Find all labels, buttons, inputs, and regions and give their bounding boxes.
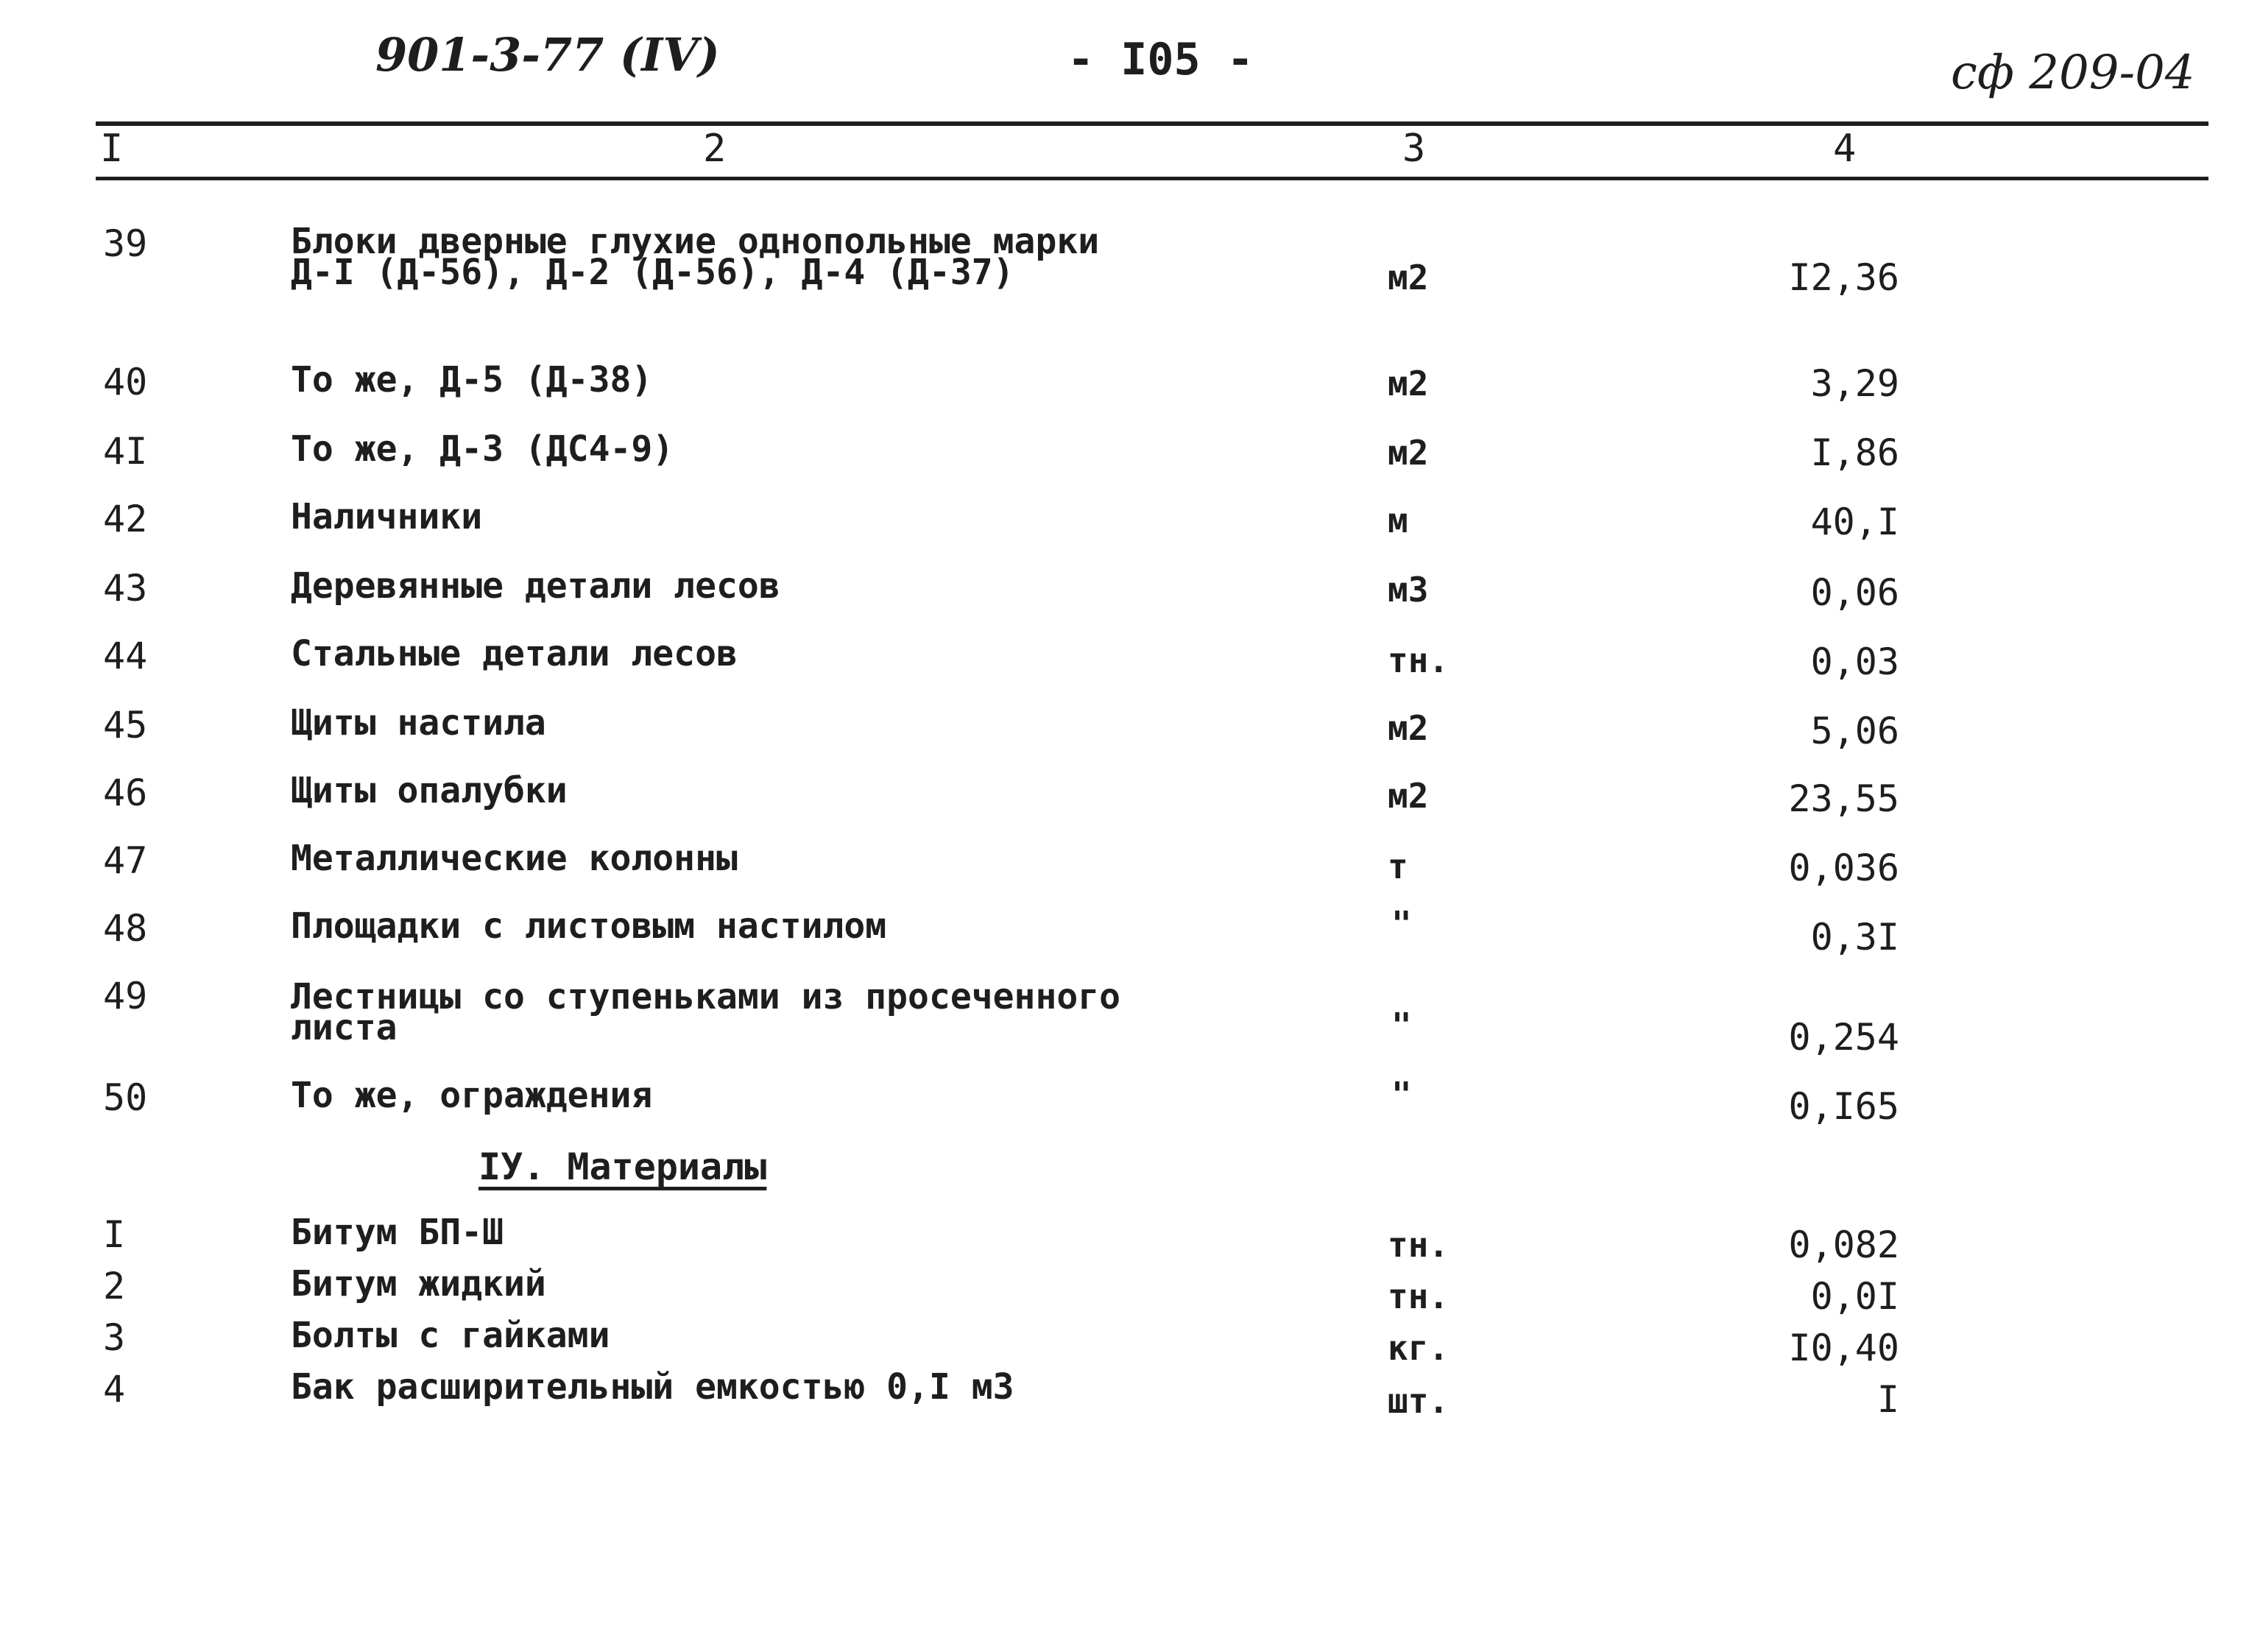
- row-number: 43: [103, 567, 148, 610]
- page-number: - I05 -: [1067, 34, 1254, 85]
- material-description: Болты с гайками: [291, 1315, 610, 1356]
- row-description: То же, ограждения: [291, 1075, 653, 1116]
- row-description: Площадки с листовым настилом: [291, 906, 887, 947]
- row-unit: м2: [1388, 433, 1429, 473]
- row-number: 42: [103, 498, 148, 540]
- header-bottom-rule: [96, 177, 2208, 180]
- row-value: 5,06: [1810, 710, 1899, 752]
- row-description: Стальные детали лесов: [291, 633, 738, 674]
- row-description: То же, Д-3 (ДС4-9): [291, 428, 674, 470]
- material-unit: кг.: [1388, 1328, 1449, 1368]
- row-description: Наличники: [291, 496, 483, 537]
- row-number: 39: [103, 222, 148, 265]
- column-header-4: 4: [1833, 127, 1857, 171]
- row-number: 40: [103, 361, 148, 403]
- row-unit: ": [1391, 904, 1412, 944]
- material-unit: тн.: [1388, 1277, 1449, 1316]
- row-value: I2,36: [1788, 256, 1899, 299]
- row-number: 4I: [103, 430, 148, 473]
- row-unit: т: [1388, 847, 1408, 886]
- row-description: Деревянные детали лесов: [291, 565, 780, 607]
- row-value: 40,I: [1810, 501, 1899, 543]
- material-value: 0,0I: [1810, 1275, 1899, 1318]
- material-number: 3: [103, 1316, 126, 1359]
- row-number: 49: [103, 975, 148, 1017]
- row-unit: м2: [1388, 776, 1429, 816]
- row-value: 0,06: [1810, 571, 1899, 614]
- row-value: 0,254: [1788, 1016, 1899, 1059]
- material-unit: шт.: [1388, 1381, 1449, 1421]
- row-description-cont: Д-I (Д-56), Д-2 (Д-56), Д-4 (Д-37): [291, 252, 1014, 293]
- material-value: I: [1876, 1378, 1899, 1421]
- row-number: 44: [103, 635, 148, 677]
- row-value: 23,55: [1788, 777, 1899, 820]
- row-number: 47: [103, 839, 148, 882]
- material-description: Битум жидкий: [291, 1263, 546, 1305]
- sheet-code: сф 209-04: [1951, 46, 2195, 100]
- material-description: Битум БП-Ш: [291, 1212, 504, 1253]
- row-description: Блоки дверные глухие однопольные марки: [291, 221, 1100, 262]
- row-number: 50: [103, 1076, 148, 1119]
- row-number: 46: [103, 772, 148, 814]
- row-description-cont: листа: [291, 1007, 398, 1048]
- row-unit: м3: [1388, 570, 1429, 610]
- row-description: Щиты опалубки: [291, 770, 568, 811]
- row-value: I,86: [1810, 431, 1899, 474]
- material-number: 2: [103, 1265, 126, 1307]
- top-rule: [96, 121, 2208, 126]
- section-title: IУ. Материалы: [479, 1146, 767, 1188]
- row-description: Металлические колонны: [291, 838, 738, 879]
- material-value: 0,082: [1788, 1224, 1899, 1266]
- row-value: 0,3I: [1810, 916, 1899, 959]
- material-unit: тн.: [1388, 1225, 1449, 1265]
- document-code: 901-3-77 (IV): [375, 28, 720, 82]
- material-description: Бак расширительный емкостью 0,I м3: [291, 1366, 1014, 1408]
- row-value: 0,I65: [1788, 1085, 1899, 1128]
- row-description: Лестницы со ступеньками из просеченного: [291, 976, 1121, 1017]
- material-number: I: [103, 1213, 126, 1256]
- column-header-1: I: [100, 127, 124, 171]
- row-unit: м2: [1388, 708, 1429, 748]
- row-unit: м2: [1388, 258, 1429, 297]
- row-description: То же, Д-5 (Д-38): [291, 359, 653, 400]
- row-unit: ": [1391, 1006, 1412, 1045]
- row-value: 3,29: [1810, 362, 1899, 405]
- row-description: Щиты настила: [291, 702, 546, 744]
- row-unit: ": [1391, 1075, 1412, 1115]
- row-number: 48: [103, 907, 148, 950]
- row-unit: м2: [1388, 364, 1429, 403]
- material-value: I0,40: [1788, 1327, 1899, 1369]
- row-number: 45: [103, 704, 148, 746]
- column-header-3: 3: [1402, 127, 1426, 171]
- column-header-2: 2: [703, 127, 727, 171]
- row-unit: м: [1388, 501, 1408, 540]
- row-value: 0,03: [1810, 640, 1899, 683]
- material-number: 4: [103, 1368, 126, 1411]
- row-unit: тн.: [1388, 640, 1449, 680]
- row-value: 0,036: [1788, 847, 1899, 889]
